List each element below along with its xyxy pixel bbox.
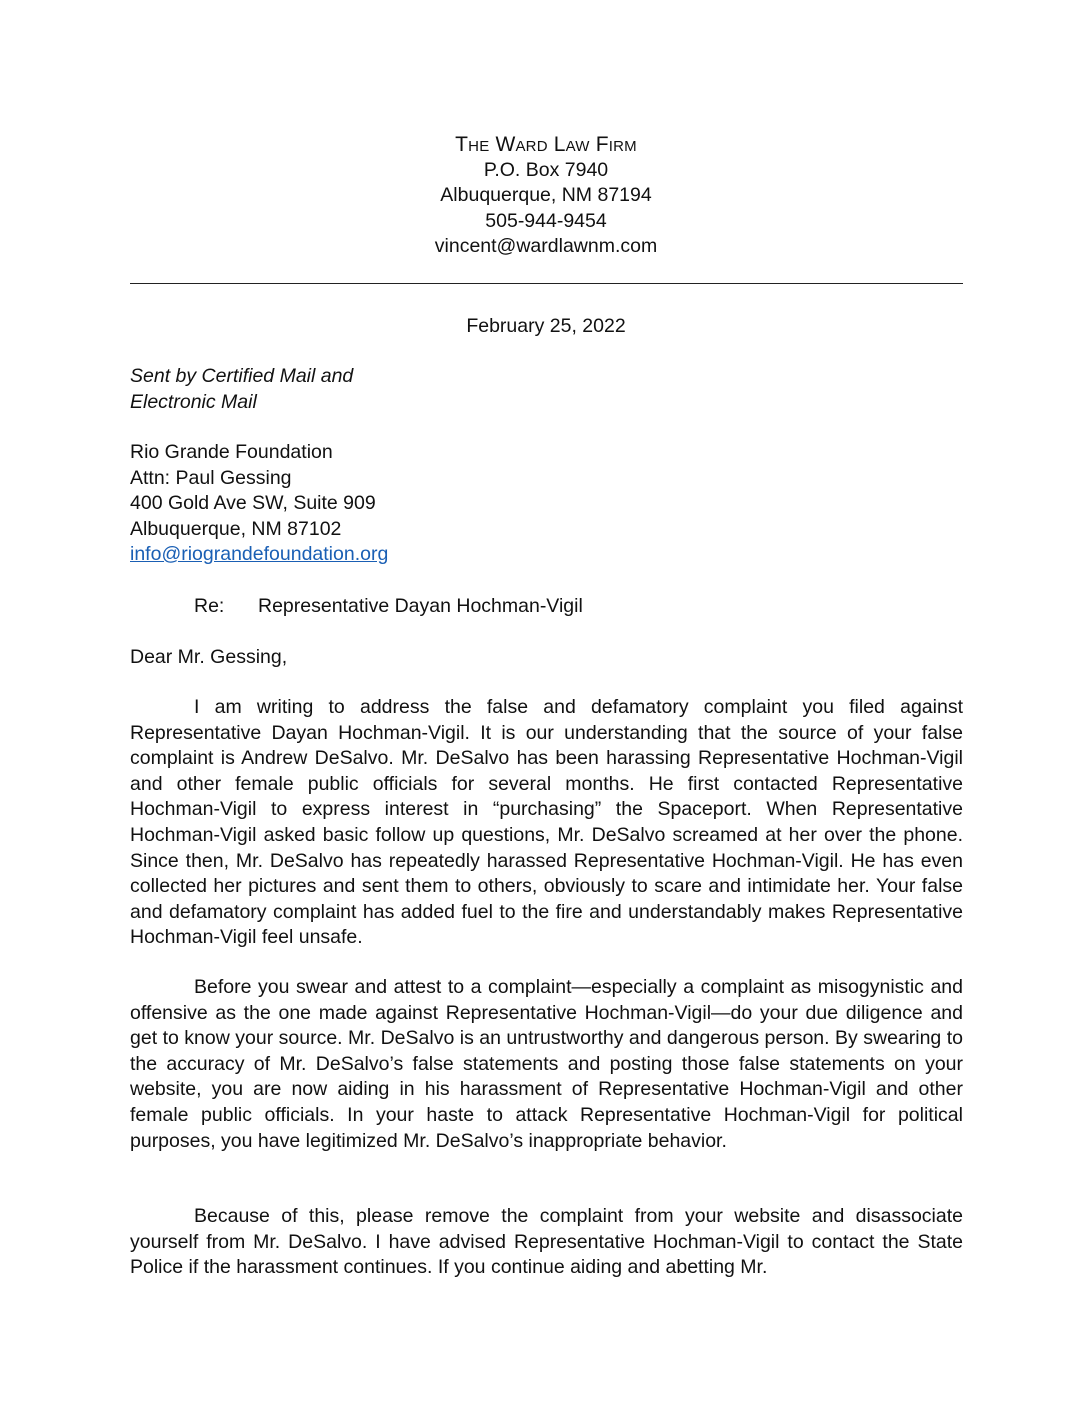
recipient-address [130, 440, 388, 568]
recipient-street: 400 Gold Ave SW, Suite 909 [130, 492, 376, 514]
salutation: Dear Mr. Gessing, [130, 646, 288, 668]
body-paragraph-1: I am writing to address the false and defamatory complaint you filed against Representative Dayan Hochman-Vigil. It is our understanding that the source of your false complaint is Andrew DeSalvo. Mr. DeSalvo has been harassing Representative Hochman-Vigil and other female public officials for several months. He first contacted Representative Hochman-Vigil to express interest in “purchasing” the Spaceport. When Representative Hochman-Vigil asked basic follow up questions, Mr. DeSalvo screamed at her over the phone. Since then, Mr. DeSalvo has repeatedly harassed Representative Hochman-Vigil. He has even collected her pictures and sent them to others, obviously to scare and intimidate her. Your false and defamatory complaint has added fuel to the fire and understandably makes Representative Hochman-Vigil feel unsafe. [130, 696, 963, 949]
re-line [194, 593, 583, 619]
letter-date: February 25, 2022 [466, 315, 626, 337]
letterhead-divider [130, 283, 963, 284]
letterhead [0, 132, 1088, 260]
firm-po-box: P.O. Box 7940 [483, 158, 609, 181]
firm-phone: 505-944-9454 [485, 209, 607, 232]
firm-name: The Ward Law Firm [455, 133, 637, 156]
body-paragraph-2: Before you swear and attest to a complaint—especially a complaint as misogynistic and offensive as the one made against Representative Hochman-Vigil—do your due diligence and get to know your source. Mr. DeSalvo is an untrustworthy and dangerous person. By swearing to the accuracy of Mr. DeSalvo’s false statements and posting those false statements on your website, you are now aiding in his harassment of Representative Hochman-Vigil and other female public officials. In your haste to attack Representative Hochman-Vigil for political purposes, you have legitimized Mr. DeSalvo’s inappropriate behavior. [130, 976, 963, 1152]
recipient-attention: Attn: Paul Gessing [130, 466, 292, 489]
body-paragraph-3: Because of this, please remove the complaint from your website and disassociate yourself from Mr. DeSalvo. I have advised Representative Hochman-Vigil to contact the State Police if the harassment continues. If you continue aiding and abetting Mr. [130, 1205, 963, 1279]
recipient-organization: Rio Grande Foundation [130, 441, 333, 463]
delivery-line-2: Electronic Mail [130, 390, 257, 413]
delivery-method [130, 364, 353, 415]
firm-city-state-zip: Albuquerque, NM 87194 [440, 184, 652, 206]
recipient-city-state-zip: Albuquerque, NM 87102 [130, 517, 342, 540]
firm-email: vincent@wardlawnm.com [434, 235, 658, 257]
recipient-email-link[interactable]: info@riograndefoundation.org [130, 543, 389, 565]
re-label: Re: [194, 595, 225, 617]
delivery-line-1: Sent by Certified Mail and [130, 365, 354, 387]
re-subject: Representative Dayan Hochman-Vigil [258, 595, 583, 617]
